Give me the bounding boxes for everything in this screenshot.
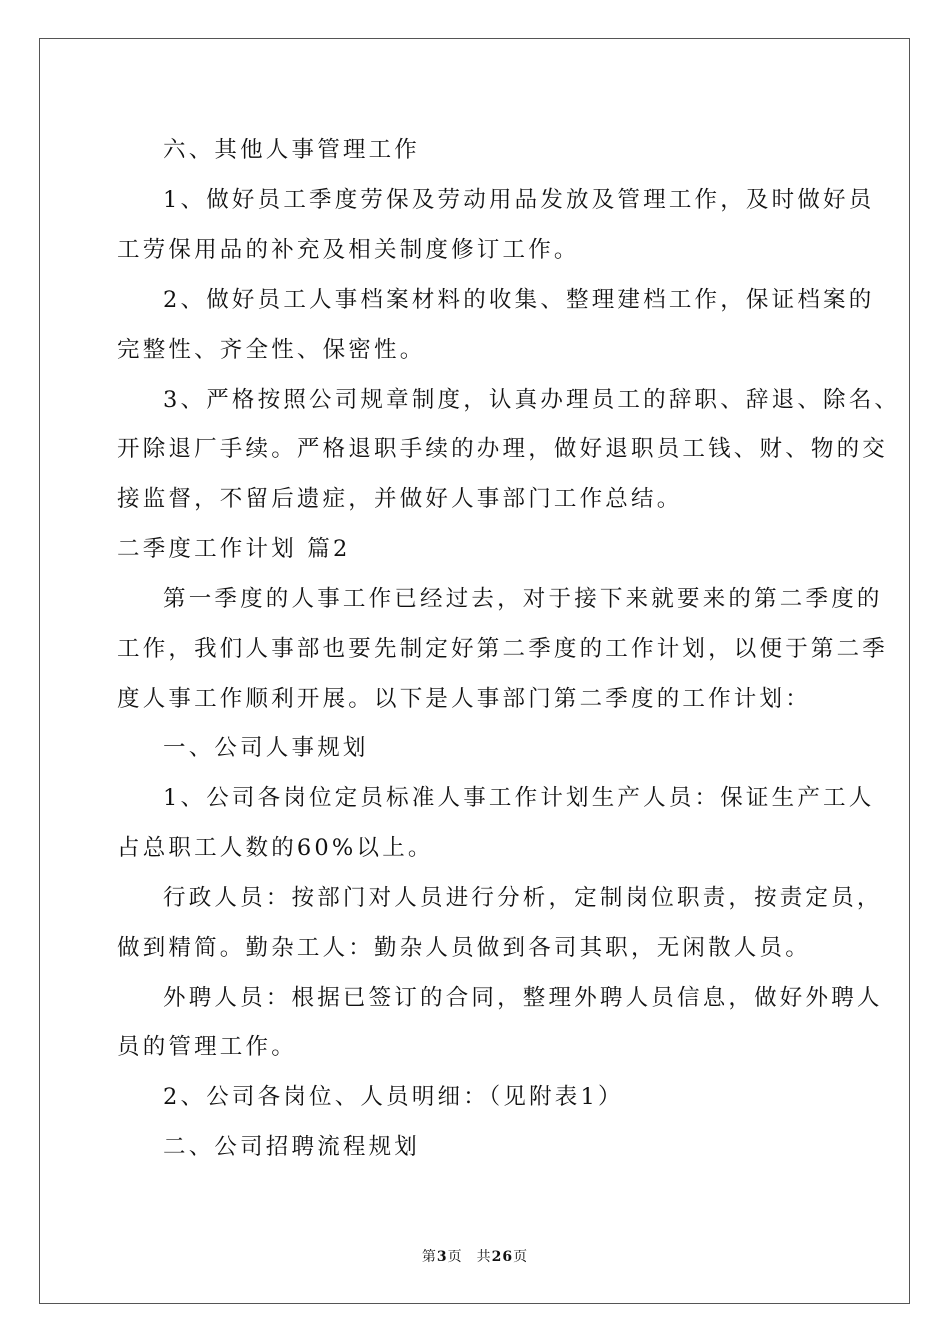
page-number: 3 <box>436 1249 448 1265</box>
page-border <box>39 38 910 1304</box>
paragraph-line: 1、做好员工季度劳保及劳动用品发放及管理工作，及时做好员 <box>163 187 875 213</box>
section-heading: 一、公司人事规划 <box>163 735 369 761</box>
total-pages: 26 <box>491 1249 514 1265</box>
page-suffix: 页 <box>447 1249 463 1265</box>
page-prefix: 第 <box>421 1249 437 1265</box>
paragraph-line: 占总职工人数的60%以上。 <box>117 835 434 861</box>
section-heading: 六、其他人事管理工作 <box>163 137 421 163</box>
paragraph-line: 工作，我们人事部也要先制定好第二季度的工作计划，以便于第二季 <box>117 636 889 662</box>
paragraph-line: 外聘人员：根据已签订的合同，整理外聘人员信息，做好外聘人 <box>163 985 883 1011</box>
paragraph-line: 做到精简。勤杂工人：勤杂人员做到各司其职，无闲散人员。 <box>117 935 811 961</box>
paragraph-line: 工劳保用品的补充及相关制度修订工作。 <box>117 237 580 263</box>
paragraph-line: 3、严格按照公司规章制度，认真办理员工的辞职、辞退、除名、 <box>163 387 901 413</box>
paragraph-line: 开除退厂手续。严格退职手续的办理，做好退职员工钱、财、物的交 <box>117 436 889 462</box>
total-prefix: 共 <box>476 1249 492 1265</box>
paragraph-line: 1、公司各岗位定员标准人事工作计划生产人员：保证生产工人 <box>163 785 875 811</box>
paragraph-line: 度人事工作顺利开展。以下是人事部门第二季度的工作计划： <box>117 686 811 712</box>
paragraph-line: 完整性、齐全性、保密性。 <box>117 337 426 363</box>
paragraph-line: 2、公司各岗位、人员明细：（见附表1） <box>163 1084 624 1110</box>
total-suffix: 页 <box>513 1249 529 1265</box>
article-title: 二季度工作计划 篇2 <box>117 536 351 562</box>
paragraph-line: 员的管理工作。 <box>117 1034 297 1060</box>
paragraph-line: 接监督，不留后遗症，并做好人事部门工作总结。 <box>117 486 683 512</box>
paragraph-line: 第一季度的人事工作已经过去，对于接下来就要来的第二季度的 <box>163 586 883 612</box>
paragraph-line: 行政人员：按部门对人员进行分析，定制岗位职责，按责定员， <box>163 885 883 911</box>
page-footer <box>0 1246 950 1266</box>
section-heading: 二、公司招聘流程规划 <box>163 1134 421 1160</box>
paragraph-line: 2、做好员工人事档案材料的收集、整理建档工作，保证档案的 <box>163 287 875 313</box>
